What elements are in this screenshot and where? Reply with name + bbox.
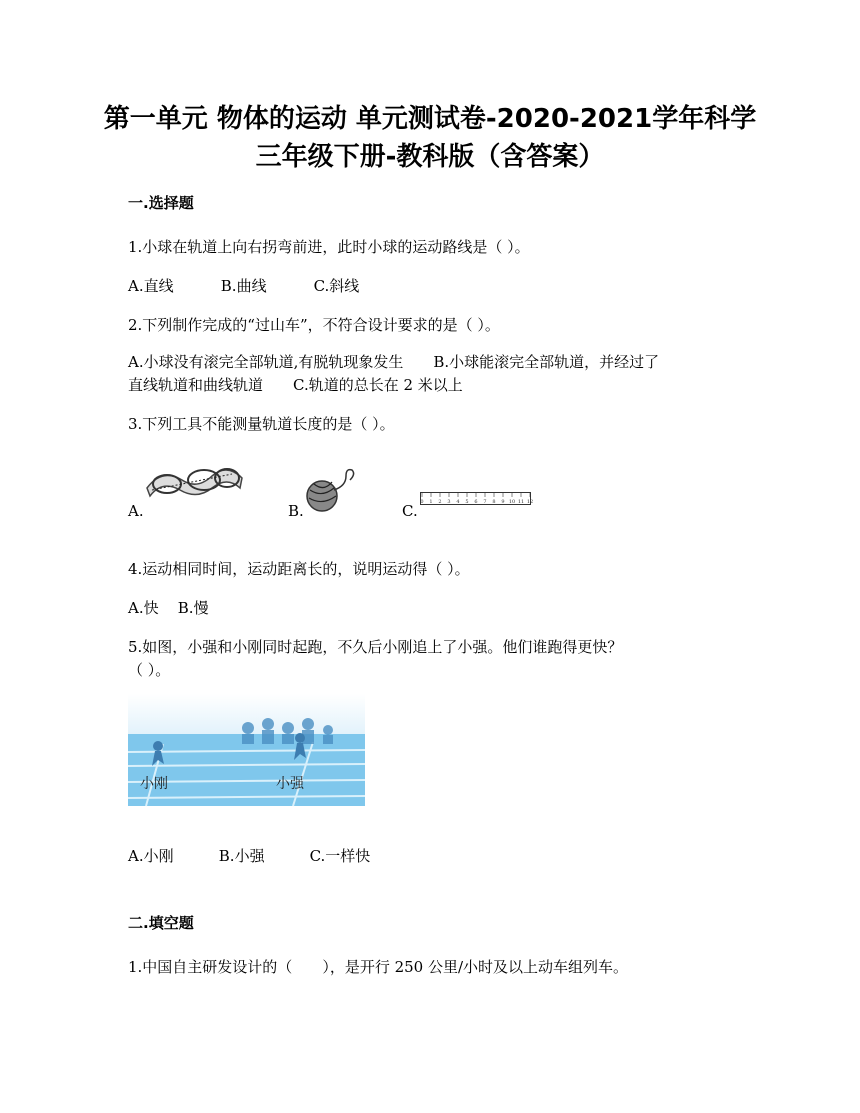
doc-title-line2: 三年级下册-教科版（含答案） <box>255 142 605 172</box>
section-fill-heading: 二.填空题 <box>128 914 194 932</box>
q5-option-a: A.小刚 <box>128 847 174 865</box>
q1-option-b: B.曲线 <box>220 277 267 295</box>
ruler-tick-label: 10 <box>508 499 516 505</box>
ruler-tick-label: 1 <box>429 499 433 505</box>
q1-option-a: A.直线 <box>128 277 174 295</box>
section-choice-heading: 一.选择题 <box>128 194 194 212</box>
f1-text: 1.中国自主研发设计的（ ），是开行 250 公里/小时及以上动车组列车。 <box>128 958 629 976</box>
tape-measure-image <box>142 458 247 503</box>
q5-options <box>128 845 370 866</box>
q5-option-c: C.一样快 <box>309 847 371 865</box>
ruler-tick-label: 12 <box>526 499 534 505</box>
doc-title-line1: 第一单元 物体的运动 单元测试卷-2020-2021学年科学 <box>103 104 757 134</box>
runner-label-xiaoqiang: 小强 <box>276 776 304 792</box>
q2-options-line1: A.小球没有滚完全部轨道,有脱轨现象发生 B.小球能滚完全部轨道，并经过了 <box>128 353 660 371</box>
q3-label-a: A. <box>128 502 144 520</box>
q5-text-line1: 5.如图，小强和小刚同时起跑，不久后小刚追上了小强。他们谁跑得更快？ <box>128 638 623 656</box>
q4-options <box>128 597 209 618</box>
q2-options-line2: 直线轨道和曲线轨道 C.轨道的总长在 2 米以上 <box>128 376 463 394</box>
q1-text: 1.小球在轨道上向右拐弯前进，此时小球的运动路线是（ ）。 <box>128 238 530 256</box>
q4-option-b: B.慢 <box>177 599 209 617</box>
yarn-ball-image <box>302 466 362 514</box>
ruler-tick-label: 7 <box>483 499 487 505</box>
q2-text: 2.下列制作完成的“过山车”，不符合设计要求的是（ ）。 <box>128 316 500 334</box>
q5-option-b: B.小强 <box>218 847 265 865</box>
q3-text: 3.下列工具不能测量轨道长度的是（ ）。 <box>128 415 395 433</box>
ruler-image <box>420 492 532 506</box>
ruler-tick-label: 4 <box>456 499 460 505</box>
ruler-tick-label: 3 <box>447 499 451 505</box>
q1-options <box>128 275 359 296</box>
runner-label-xiaogang: 小刚 <box>140 776 168 792</box>
q5-text-line2: （ ）。 <box>128 661 171 679</box>
ruler-tick-label: 8 <box>492 499 496 505</box>
q3-label-b: B. <box>288 502 304 520</box>
ruler-tick-label: 5 <box>465 499 469 505</box>
q1-option-c: C.斜线 <box>313 277 360 295</box>
ruler-tick-label: 11 <box>517 499 525 505</box>
running-track-image <box>128 694 365 806</box>
q3-label-c: C. <box>402 502 418 520</box>
ruler-tick-label: 0 <box>420 499 424 505</box>
q4-option-a: A.快 <box>128 599 159 617</box>
q4-text: 4.运动相同时间，运动距离长的，说明运动得（ ）。 <box>128 560 470 578</box>
ruler-tick-label: 2 <box>438 499 442 505</box>
ruler-tick-label: 6 <box>474 499 478 505</box>
ruler-tick-label: 9 <box>501 499 505 505</box>
